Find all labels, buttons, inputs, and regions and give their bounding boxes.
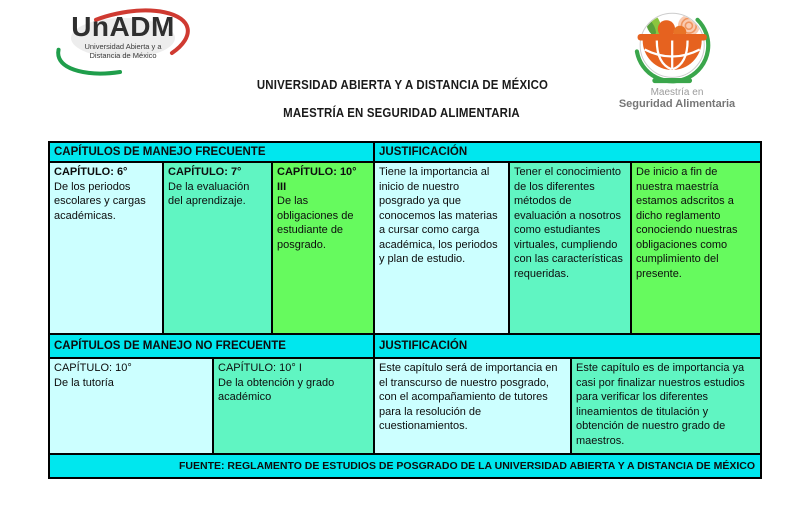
justification-cell: De inicio a fin de nuestra maestría estamos adscritos a dicho reglamento conociendo nuestras obligaciones como cumplimiento del presente. — [632, 163, 760, 333]
program-logo-line2: Seguridad Alimentaria — [618, 98, 736, 110]
program-logo — [612, 0, 742, 110]
section2-header-row — [50, 335, 760, 359]
table-footer-row — [50, 455, 760, 477]
justification-cell: Tener el conocimiento de los diferentes métodos de evaluación a nosotros como estudiantes virtuales, cumpliendo con las características requeridas. — [510, 163, 632, 333]
chapter-title: CAPÍTULO: 10° III — [277, 166, 357, 193]
unadm-subtitle-line1: Universidad Abierta y a — [84, 42, 162, 51]
source-note: FUENTE: REGLAMENTO DE ESTUDIOS DE POSGRADO DE LA UNIVERSIDAD ABIERTA Y A DISTANCIA DE MÉXICO — [50, 455, 760, 477]
unadm-subtitle-line2: Distancia de México — [89, 51, 157, 60]
chapter-body: De la tutoría — [54, 376, 114, 389]
section2-body-row — [50, 359, 760, 455]
title-program: MAESTRÍA EN SEGURIDAD ALIMENTARIA — [283, 105, 521, 120]
chapter-cell-10 — [50, 359, 214, 453]
section1-body-row — [50, 163, 760, 335]
chapter-title: CAPÍTULO: 6° — [54, 166, 128, 178]
chapters-table — [48, 141, 762, 479]
chapter-title: CAPÍTULO: 10° I — [218, 362, 302, 374]
chapter-cell-7 — [164, 163, 273, 333]
chapter-body: De la obtención y grado académico — [218, 376, 335, 403]
section2-header-left: CAPÍTULOS DE MANEJO NO FRECUENTE — [50, 335, 375, 357]
food-globe-icon — [624, 2, 730, 86]
chapter-body: De los periodos escolares y cargas académicas. — [54, 180, 146, 222]
chapter-title: CAPÍTULO: 10° — [54, 362, 132, 374]
section1-header-row — [50, 143, 760, 163]
unadm-logo — [48, 2, 198, 82]
chapter-body: De las obligaciones de estudiante de posgrado. — [277, 195, 354, 251]
chapter-cell-6 — [50, 163, 164, 333]
justification-cell: Este capítulo es de importancia ya casi por finalizar nuestros estudios para verificar los diferentes lineamientos de titulación y obtención de nuestro grado de maestros. — [572, 359, 760, 453]
chapter-body: De la evaluación del aprendizaje. — [168, 180, 250, 207]
program-logo-line1: Maestría en — [650, 87, 704, 98]
chapter-title: CAPÍTULO: 7° — [168, 166, 242, 178]
justification-cell: Este capítulo será de importancia en el transcurso de nuestro posgrado, con el acompañamiento de tutores para la resolución de cuestionamientos. — [375, 359, 572, 453]
section1-header-right: JUSTIFICACIÓN — [375, 143, 760, 161]
title-university: UNIVERSIDAD ABIERTA Y A DISTANCIA DE MÉXICO — [256, 77, 548, 92]
chapter-cell-10-III — [273, 163, 375, 333]
unadm-acronym: UnADM — [71, 11, 175, 42]
section1-header-left: CAPÍTULOS DE MANEJO FRECUENTE — [50, 143, 375, 161]
chapter-cell-10-I — [214, 359, 375, 453]
section2-header-right: JUSTIFICACIÓN — [375, 335, 760, 357]
justification-cell: Tiene la importancia al inicio de nuestro posgrado ya que conocemos las materias a cursar como carga académica, los periodos y plan de estudio. — [375, 163, 510, 333]
